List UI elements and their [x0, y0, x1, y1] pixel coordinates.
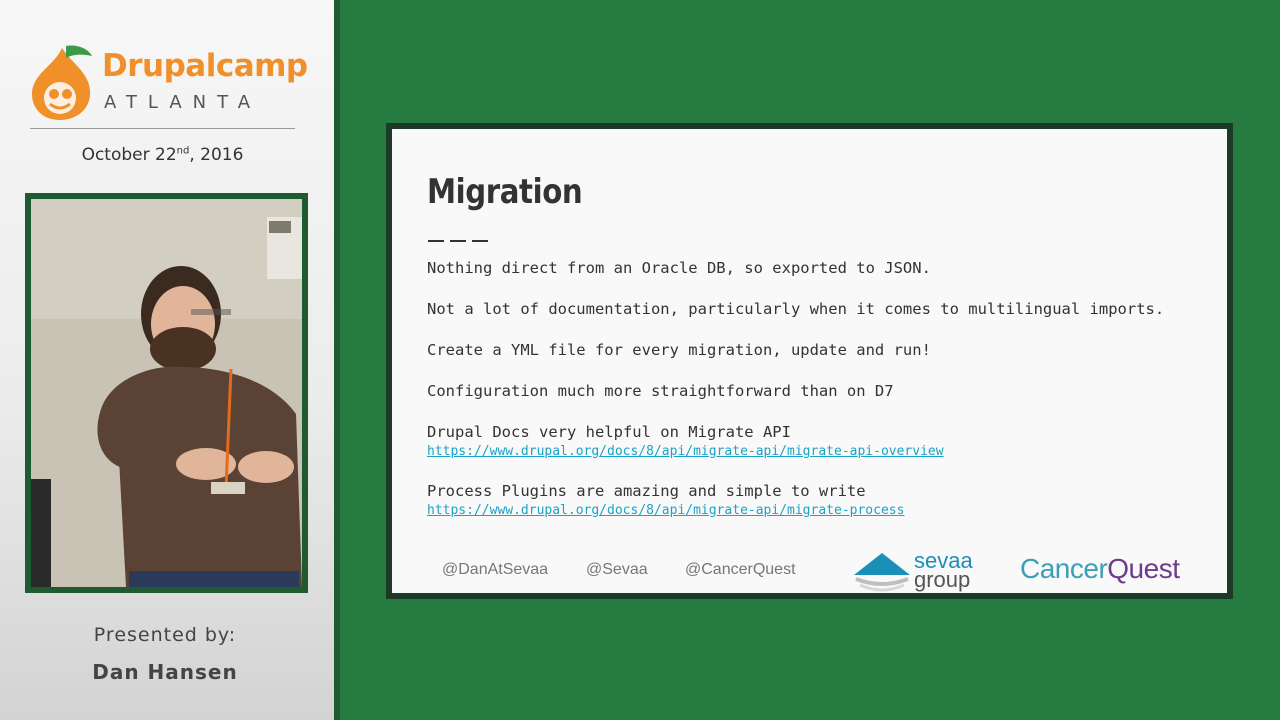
cancerquest-logo — [1020, 553, 1179, 585]
paragraph-text: Process Plugins are amazing and simple to write — [427, 482, 866, 500]
slide-title: Migration — [427, 172, 583, 212]
paragraph-text: Configuration much more straightforward than on D7 — [427, 382, 894, 400]
drupalcamp-logo — [26, 40, 308, 120]
slide-paragraph — [427, 298, 1187, 320]
slide-paragraph — [427, 380, 1187, 402]
sevaa-group-text: group — [914, 567, 971, 592]
drupal-drop-icon — [26, 44, 96, 120]
sevaa-group-logo — [852, 549, 982, 593]
handle-cancerquest: @CancerQuest — [685, 561, 796, 578]
date-year: , 2016 — [189, 145, 244, 165]
cq-cancer: Cancer — [1020, 553, 1108, 584]
slide — [392, 129, 1227, 593]
date-ordinal: nd — [176, 145, 190, 157]
handle-sevaa: @Sevaa — [586, 561, 648, 578]
sevaa-mountain-icon — [852, 549, 912, 593]
logo-title: Drupalcamp — [102, 48, 308, 84]
speaker-video — [25, 193, 308, 593]
migrate-process-link[interactable]: https://www.drupal.org/docs/8/api/migrate-api/migrate-process — [427, 503, 905, 518]
slide-paragraph — [427, 480, 1187, 520]
slide-body — [427, 257, 1187, 539]
title-rule — [428, 240, 488, 242]
paragraph-text: Create a YML file for every migration, update and run! — [427, 341, 931, 359]
sidebar — [0, 0, 334, 720]
slide-footer — [392, 548, 1227, 593]
handle-danatsevaa: @DanAtSevaa — [442, 561, 549, 578]
slide-paragraph — [427, 339, 1187, 361]
paragraph-text: Not a lot of documentation, particularly when it comes to multilingual imports. — [427, 300, 1165, 318]
paragraph-text: Nothing direct from an Oracle DB, so exported to JSON. — [427, 259, 931, 277]
paragraph-text: Drupal Docs very helpful on Migrate API — [427, 423, 791, 441]
sidebar-divider — [30, 128, 295, 129]
event-date — [0, 145, 325, 165]
slide-paragraph — [427, 421, 1187, 461]
slide-paragraph — [427, 257, 1187, 279]
logo-subtitle: ATLANTA — [104, 92, 262, 113]
presented-by-label: Presented by: — [93, 624, 237, 646]
presenter-name: Dan Hansen — [92, 660, 238, 684]
sidebar-edge — [334, 0, 340, 720]
speaker-video-frame — [31, 199, 302, 587]
migrate-api-overview-link[interactable]: https://www.drupal.org/docs/8/api/migrate-api/migrate-api-overview — [427, 444, 944, 459]
date-main: October 22 — [81, 145, 177, 165]
cq-quest: Quest — [1107, 553, 1180, 584]
slide-frame — [386, 123, 1233, 599]
sevaa-name: sevaa — [914, 548, 973, 573]
